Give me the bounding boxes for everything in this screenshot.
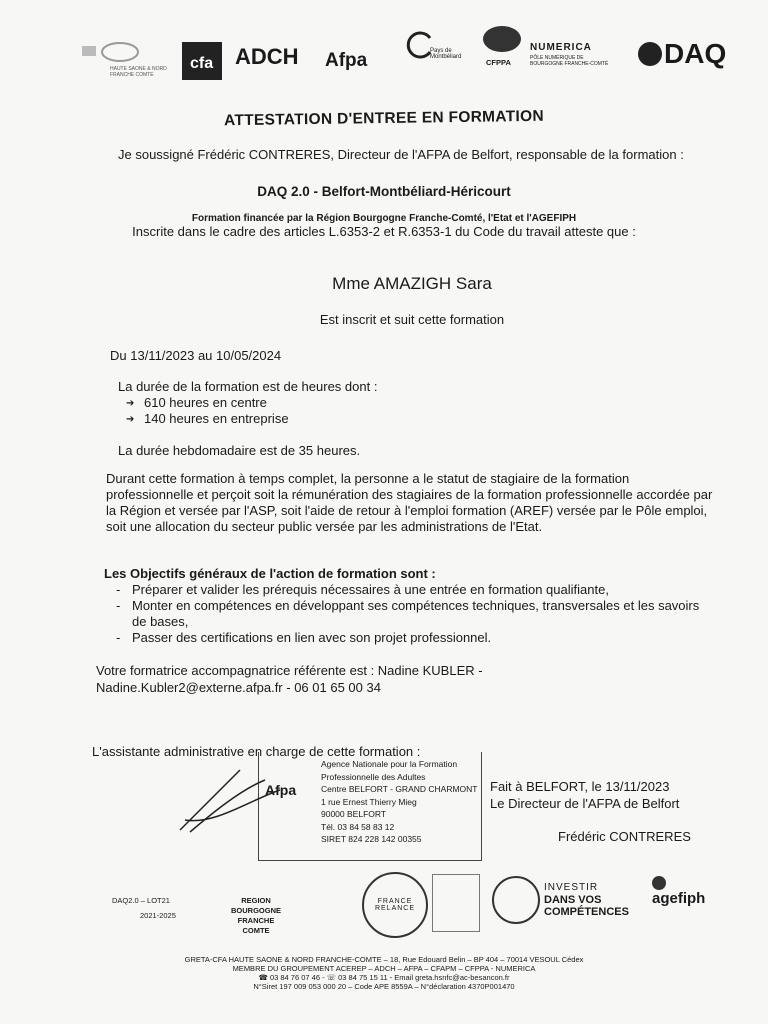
period-text: Du 13/11/2023 au 10/05/2024 — [110, 348, 282, 363]
daq-logo-text: DAQ — [664, 38, 727, 69]
header-logos — [70, 22, 750, 82]
stamp-address — [321, 758, 478, 846]
stamp-line: Professionnelle des Adultes — [321, 771, 426, 782]
objective-item: - Préparer et valider les prérequis nécessaires à une entrée en formation qualifiante, — [104, 582, 714, 598]
handwritten-signature — [170, 760, 290, 840]
duration-intro: La durée de la formation est de heures dont : — [118, 379, 378, 394]
trainee-name: Mme AMAZIGH Sara — [332, 274, 492, 293]
objectives-list — [104, 582, 714, 646]
greta-logo — [80, 40, 160, 66]
financing-text: Formation financée par la Région Bourgogne Franche-Comté, l'Etat et l'AGEFIPH — [191, 213, 577, 224]
footer-address — [0, 955, 768, 991]
duration-item: ➔ 140 heures en entreprise — [118, 411, 289, 427]
status-paragraph: Durant cette formation à temps complet, la personne a le statut de stagiaire de la formation professionnelle et perçoit soit la rémunération des stagiaires de la formation professionnelle accordée par la Région et versée par l'ASP, soit l'aide de retour à l'emploi formation (AREF) versée par le Pôle emploi, soit une allocation du secteur public versée par les administrations de l'Etat. — [106, 471, 713, 534]
agefiph-logo: agefiph — [652, 890, 706, 907]
numerica-subtitle: PÔLE NUMÉRIQUE DE BOURGOGNE FRANCHE-COMTÉ — [530, 55, 609, 67]
enrolled-text: Est inscrit et suit cette formation — [319, 312, 505, 327]
cfppa-emblem-icon — [482, 24, 522, 54]
stamp-line: 90000 BELFORT — [321, 809, 387, 819]
greta-logo-text: HAUTE SAONE & NORD FRANCHE COMTE — [110, 66, 167, 78]
stamp-line: Agence Nationale pour la Formation — [321, 759, 458, 769]
stamp-line: Centre BELFORT - GRAND CHARMONT — [321, 784, 478, 794]
investir-circle-icon — [492, 876, 540, 924]
years-text: 2021-2025 — [140, 911, 176, 920]
objective-item: - Passer des certifications en lien avec son projet professionnel. — [104, 630, 714, 646]
cfa-logo-text: cfa — [190, 55, 214, 72]
adch-logo: ADCH — [235, 44, 299, 69]
region-logo: REGION BOURGOGNE FRANCHE COMTE — [230, 896, 281, 935]
objective-item: - Monter en compétences en développant ses compétences techniques, transversales et les savoirs de bases, — [104, 598, 714, 630]
republique-francaise-logo — [432, 874, 480, 932]
stamp-afpa-brand: Afpa — [265, 782, 297, 798]
footer-logos — [100, 870, 720, 950]
afpa-stamp — [258, 752, 482, 861]
daq-lot: DAQ2.0 – LOT21 — [112, 896, 170, 905]
footer-line: MEMBRE DU GROUPEMENT ACEREP – ADCH – AFPA – CFAPM – CFPPA - NUMERICA — [232, 964, 536, 973]
weekly-text: La durée hebdomadaire est de 35 heures. — [118, 443, 361, 458]
objectives-title: Les Objectifs généraux de l'action de formation sont : — [104, 566, 436, 581]
stamp-line: SIRET 824 228 142 00355 — [321, 834, 422, 844]
agefiph-icon — [652, 876, 666, 890]
numerica-logo: NUMERICA — [530, 42, 592, 53]
footer-line: N°Siret 197 009 053 000 20 – Code APE 8559A – N°déclaration 4370P001470 — [253, 982, 515, 991]
signed-name: Frédéric CONTRERES — [558, 829, 691, 844]
referent-contact — [96, 680, 381, 696]
legal-text: Inscrite dans le cadre des articles L.6353-2 et R.6353-1 du Code du travail atteste que : — [132, 224, 636, 239]
cfppa-label: CFPPA — [486, 58, 511, 67]
dans-vos-text: DANS VOS — [544, 894, 602, 906]
daq-circle-icon — [638, 42, 662, 66]
duration-list — [118, 395, 289, 427]
assistant-text: L'assistante administrative en charge de cette formation : — [92, 744, 421, 759]
document-title: ATTESTATION D'ENTREE EN FORMATION — [223, 107, 545, 130]
duration-item: ➔ 610 heures en centre — [118, 395, 289, 411]
footer-line: ☎ 03 84 76 07 46 - ☏ 03 84 75 15 11 - Email greta.hsnfc@ac-besancon.fr — [258, 973, 510, 982]
referent-line: Votre formatrice accompagnatrice référente est : Nadine KUBLER - — [96, 663, 483, 678]
competences-text: COMPÉTENCES — [544, 906, 629, 918]
france-relance-text: FRANCE RELANCE — [374, 898, 416, 912]
referent-email-link[interactable]: Nadine.Kubler2@externe.afpa.fr — [96, 680, 283, 695]
stamp-line: 1 rue Ernest Thierry Mieg — [321, 796, 417, 807]
pays-montbeliard-text: Pays de Montbéliard — [430, 48, 462, 60]
stamp-line: Tél. 03 84 58 83 12 — [321, 821, 395, 832]
afpa-logo: Afpa — [325, 50, 368, 71]
france-relance-seal-icon — [362, 872, 428, 938]
daq-logo — [638, 38, 726, 70]
formation-name: DAQ 2.0 - Belfort-Montbéliard-Héricourt — [257, 184, 511, 199]
intro-text: Je soussigné Frédéric CONTRERES, Directeur de l'AFPA de Belfort, responsable de la formation : — [118, 147, 684, 162]
cfa-logo — [182, 42, 222, 80]
signed-place: Fait à BELFORT, le 13/11/2023 — [490, 779, 670, 794]
signed-role: Le Directeur de l'AFPA de Belfort — [490, 796, 680, 811]
referent-phone: - 06 01 65 00 34 — [282, 680, 381, 695]
footer-line: GRETA-CFA HAUTE SAONE & NORD FRANCHE-COMTE – 18, Rue Edouard Belin – BP 404 – 70014 VESOUL Cédex — [184, 955, 584, 964]
investir-text: INVESTIR — [544, 882, 599, 893]
